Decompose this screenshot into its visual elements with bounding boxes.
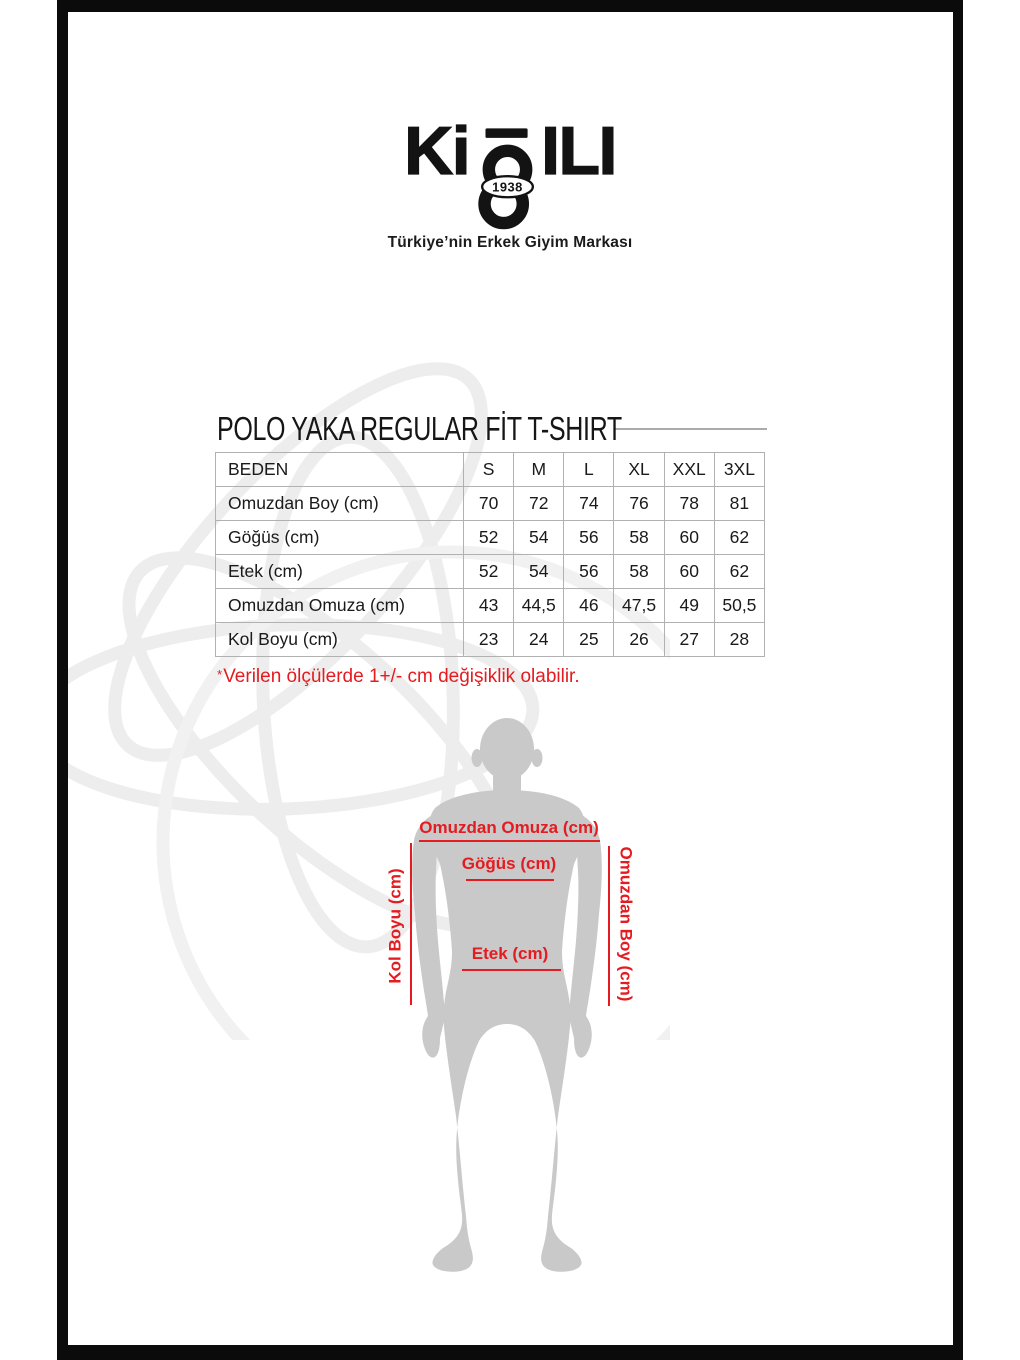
logo-g-icon bbox=[472, 127, 539, 233]
size-value: 52 bbox=[464, 521, 514, 555]
col-header-xxl: XXL bbox=[664, 453, 714, 487]
table-row bbox=[216, 555, 765, 589]
size-value: 25 bbox=[564, 623, 614, 657]
size-value: 58 bbox=[614, 555, 664, 589]
size-value: 62 bbox=[714, 555, 764, 589]
col-header-l: L bbox=[564, 453, 614, 487]
measure-line-shoulder-width bbox=[419, 840, 600, 842]
col-header-beden: BEDEN bbox=[216, 453, 464, 487]
label-shoulder-width: Omuzdan Omuza (cm) bbox=[419, 818, 599, 837]
size-value: 27 bbox=[664, 623, 714, 657]
logo-year: 1938 bbox=[492, 179, 523, 195]
size-value: 72 bbox=[514, 487, 564, 521]
label-chest: Göğüs (cm) bbox=[461, 854, 557, 873]
size-table bbox=[215, 452, 765, 657]
size-value: 70 bbox=[464, 487, 514, 521]
measure-line-chest bbox=[466, 879, 554, 881]
table-row bbox=[216, 521, 765, 555]
brand-tagline: Türkiye’nin Erkek Giyim Markası bbox=[387, 234, 633, 251]
measure-line-shoulder-length bbox=[608, 846, 610, 1006]
size-value: 24 bbox=[514, 623, 564, 657]
logo-text-right: ILI bbox=[541, 113, 616, 189]
label-sleeve-length: Kol Boyu (cm) bbox=[385, 868, 405, 984]
size-value: 49 bbox=[664, 589, 714, 623]
row-label: Etek (cm) bbox=[216, 555, 464, 589]
label-shoulder-length: Omuzdan Boy (cm) bbox=[616, 846, 636, 1002]
size-value: 60 bbox=[664, 521, 714, 555]
row-label: Kol Boyu (cm) bbox=[216, 623, 464, 657]
logo-text-left: Ki bbox=[404, 113, 470, 189]
size-value: 81 bbox=[714, 487, 764, 521]
size-value: 74 bbox=[564, 487, 614, 521]
size-value: 52 bbox=[464, 555, 514, 589]
size-value: 44,5 bbox=[514, 589, 564, 623]
row-label: Omuzdan Omuza (cm) bbox=[216, 589, 464, 623]
title-divider-line bbox=[615, 428, 767, 430]
section-title-row bbox=[217, 411, 767, 447]
size-value: 54 bbox=[514, 521, 564, 555]
size-value: 28 bbox=[714, 623, 764, 657]
brand-logo bbox=[404, 113, 616, 233]
body-silhouette bbox=[407, 716, 607, 1286]
table-row bbox=[216, 589, 765, 623]
table-row bbox=[216, 623, 765, 657]
measure-line-sleeve bbox=[410, 843, 412, 1005]
size-value: 78 bbox=[664, 487, 714, 521]
size-value: 56 bbox=[564, 521, 614, 555]
size-value: 47,5 bbox=[614, 589, 664, 623]
size-value: 60 bbox=[664, 555, 714, 589]
asterisk: * bbox=[217, 666, 223, 682]
size-value: 76 bbox=[614, 487, 664, 521]
size-value: 58 bbox=[614, 521, 664, 555]
row-label: Göğüs (cm) bbox=[216, 521, 464, 555]
size-value: 43 bbox=[464, 589, 514, 623]
row-label: Omuzdan Boy (cm) bbox=[216, 487, 464, 521]
label-hem: Etek (cm) bbox=[471, 944, 549, 963]
table-header-row bbox=[216, 453, 765, 487]
col-header-3xl: 3XL bbox=[714, 453, 764, 487]
size-value: 26 bbox=[614, 623, 664, 657]
col-header-s: S bbox=[464, 453, 514, 487]
size-value: 56 bbox=[564, 555, 614, 589]
measurement-disclaimer bbox=[217, 666, 580, 688]
size-value: 62 bbox=[714, 521, 764, 555]
col-header-xl: XL bbox=[614, 453, 664, 487]
page-title: POLO YAKA REGULAR FİT T-SHIRT bbox=[217, 410, 622, 447]
size-value: 46 bbox=[564, 589, 614, 623]
measure-line-hem bbox=[462, 969, 561, 971]
table-row bbox=[216, 487, 765, 521]
col-header-m: M bbox=[514, 453, 564, 487]
size-value: 50,5 bbox=[714, 589, 764, 623]
disclaimer-text: Verilen ölçülerde 1+/- cm değişiklik olabilir. bbox=[223, 666, 580, 687]
size-value: 54 bbox=[514, 555, 564, 589]
size-value: 23 bbox=[464, 623, 514, 657]
